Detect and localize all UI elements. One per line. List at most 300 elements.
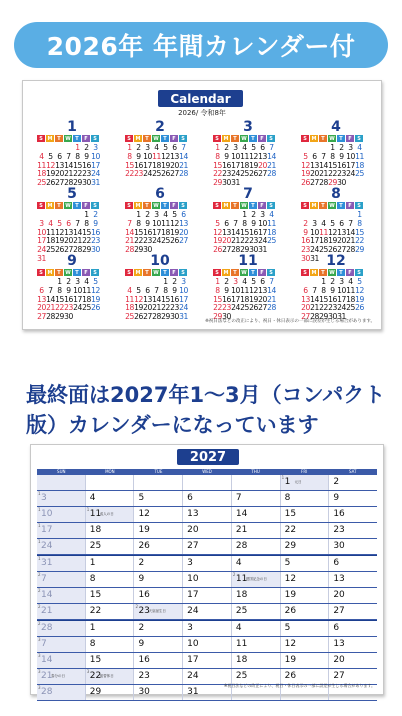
day-number: 18 [89,525,102,535]
day-cell [37,491,86,506]
weekday-badge: T [55,135,63,142]
day-cell: 24 [179,303,188,313]
day-cell: 5 [48,151,53,161]
day-cell: 22 [355,236,364,246]
day-cell: 11 [161,218,170,228]
day-cell: 30 [64,312,73,322]
day-cell: 16 [301,236,310,246]
day-cell [183,523,232,538]
month-number: 12 [326,253,346,269]
day-number: 17 [187,655,199,665]
weekday-badge: S [213,135,221,142]
weekday-badge: S [267,269,275,276]
day-cell: 13 [222,227,231,237]
holiday-name: 振替休日 [99,674,114,678]
day-cell: 30 [222,178,231,188]
weekday-badge: F [170,269,178,276]
day-cell: 4 [242,277,247,286]
day-cell: 1 [330,143,335,152]
day-cell: 18 [355,160,364,170]
day-cell: 23 [170,303,179,313]
day-cell: 27 [258,169,267,179]
day-cell: 24 [231,169,240,179]
day-cell: 24 [73,303,82,313]
day-cell: 22 [73,169,82,179]
day-number: 13 [333,574,345,584]
day-number: 16 [138,590,150,600]
day-cell: 20 [258,294,267,304]
day-cell [37,507,86,522]
day-cell: 24 [143,169,152,179]
day-cell [37,653,86,668]
day-cell: 24 [337,303,346,313]
day-cell: 30 [143,245,152,255]
month-marker: 2 [38,588,41,593]
day-number: 30 [333,541,345,551]
day-number: 27 [333,671,345,681]
day-cell: 23 [249,236,258,246]
weekday-badge: S [267,135,275,142]
day-cell: 1 [357,210,362,219]
day-cell: 31 [179,312,188,322]
day-cell: 24 [258,236,267,246]
day-cell: 14 [319,160,328,170]
day-cell: 15 [73,160,82,170]
day-cell: 12 [170,218,179,228]
day-cell: 7 [312,285,317,295]
day-cell: 29 [213,178,222,188]
day-cell: 2 [303,218,308,228]
day-cell: 22 [125,169,134,179]
day-cell: 3 [260,210,265,219]
day-cell [232,621,281,636]
day-number: 11 [89,509,102,519]
day-cell: 18 [161,227,170,237]
day-cell [37,637,86,652]
day-cell: 14 [310,294,319,304]
weekday-badge: M [135,202,141,209]
day-number: 7 [41,574,47,584]
day-cell: 17 [152,227,161,237]
day-cell: 8 [163,285,168,295]
day-cell: 11 [240,285,249,295]
day-cell: 11 [355,151,364,161]
day-number: 7 [41,639,47,649]
day-cell: 28 [152,312,161,322]
day-cell: 20 [37,303,46,313]
weekday-badge: T [143,269,151,276]
month-marker: 1 [38,507,41,512]
day-number: 25 [235,606,248,616]
day-cell [134,604,183,619]
day-cell [37,539,86,554]
day-number: 8 [89,574,96,584]
day-cell: 6 [57,151,62,161]
day-cell: 6 [145,285,150,295]
day-cell [281,588,330,603]
day-cell: 1 [215,277,220,286]
day-cell: 28 [319,178,328,188]
month-number: 2 [155,119,165,135]
day-cell: 28 [64,178,73,188]
weekday-badge: W [329,135,335,142]
day-cell: 9 [224,151,229,161]
day-cell [37,669,86,684]
day-cell: 20 [170,160,179,170]
day-cell: 6 [39,285,44,295]
day-cell [86,572,135,587]
day-cell: 17 [231,160,240,170]
day-number: 18 [235,655,248,665]
day-number: 4 [235,558,242,568]
weekday-badge: S [179,269,187,276]
month-marker: 2 [38,604,41,609]
day-cell [37,523,86,538]
holiday-name: 成人の日 [99,512,114,516]
day-cell: 25 [267,236,276,246]
weekday-badge: M [223,269,229,276]
day-cell [86,491,135,506]
day-cell: 1 [84,210,89,219]
weekday-badge: T [249,202,257,209]
day-cell [329,669,377,684]
weekday-badge: S [301,135,309,142]
day-cell [281,556,330,571]
day-cell: 23 [222,303,231,313]
day-cell: 31 [231,178,240,188]
day-cell [134,523,183,538]
day-cell: 4 [269,210,274,219]
day-cell: 15 [125,160,134,170]
day-number: 1 [284,477,291,487]
weekday-badge: S [91,135,99,142]
day-cell: 2 [339,143,344,152]
day-cell: 1 [75,143,80,152]
day-number: 2 [138,558,145,568]
day-number: 20 [187,525,199,535]
day-cell: 7 [48,285,53,295]
calendar-label: Calendar [158,90,243,107]
day-cell: 30 [249,245,258,255]
week-row [37,539,377,555]
day-number: 6 [333,558,340,568]
day-cell [281,491,330,506]
day-cell: 11 [346,285,355,295]
day-cell [183,572,232,587]
day-cell: 29 [161,312,170,322]
month-12 [301,253,371,322]
day-number: 23 [138,671,150,681]
week-row [37,637,377,653]
month-number: 5 [67,186,77,202]
day-cell: 7 [348,218,353,228]
weekday-badge: F [258,135,266,142]
day-cell [86,653,135,668]
day-cell: 24 [152,236,161,246]
day-cell [134,653,183,668]
day-number: 16 [138,655,150,665]
day-cell: 26 [301,178,310,188]
day-cell: 23 [143,236,152,246]
weekday-badge: S [355,202,363,209]
day-cell: 15 [213,160,222,170]
day-cell: 4 [154,143,159,152]
day-cell: 9 [66,285,71,295]
day-cell: 2 [145,210,150,219]
day-cell: 27 [55,178,64,188]
weekday-badge: S [355,135,363,142]
day-cell: 21 [346,236,355,246]
day-cell: 28 [267,169,276,179]
day-cell: 14 [125,227,134,237]
day-cell: 26 [134,312,143,322]
weekday-badge: S [125,135,133,142]
month-marker: 3 [38,669,41,674]
day-cell: 1 [57,277,62,286]
day-number: 9 [333,493,340,503]
month-marker: 1 [86,507,90,512]
weekday-badge: S [37,135,45,142]
weekday-badge: W [65,202,71,209]
day-cell: 13 [301,294,310,304]
day-cell: 6 [312,151,317,161]
day-cell [37,588,86,603]
day-cell: 24 [37,245,46,255]
day-number: 26 [138,541,150,551]
day-cell: 29 [240,245,249,255]
day-cell [183,669,232,684]
day-cell: 6 [181,210,186,219]
day-cell: 13 [310,160,319,170]
day-cell: 3 [145,143,150,152]
day-cell: 7 [75,218,80,228]
weekday-row [37,135,107,143]
day-cell: 29 [213,312,222,322]
weekday-header-cell: SAT [349,469,357,474]
weekday-badge: T [249,269,257,276]
month-9 [37,253,107,322]
day-cell: 7 [269,277,274,286]
weekday-badge: M [311,135,317,142]
day-cell: 28 [346,245,355,255]
day-cell: 5 [330,218,335,228]
day-cell [134,507,183,522]
day-cell: 9 [224,285,229,295]
weekday-badge: T [161,269,169,276]
day-cell [329,507,377,522]
month-number: 11 [238,253,258,269]
day-cell: 8 [242,218,247,228]
day-cell [232,653,281,668]
holiday-note-2027: ※祝日法などの改正により、祝日・休日表示の一部に誤差が生じる場合があります。 [223,683,375,688]
day-cell: 12 [134,294,143,304]
day-cell [86,604,135,619]
day-number: 30 [138,687,150,697]
day-cell: 9 [251,218,256,228]
week-row [37,620,377,637]
day-cell: 20 [258,160,267,170]
day-cell: 7 [181,143,186,152]
day-cell: 23 [337,169,346,179]
weekday-badge: T [161,202,169,209]
day-cell: 21 [125,236,134,246]
day-cell: 9 [303,227,308,237]
day-cell: 6 [260,277,265,286]
day-cell: 15 [328,160,337,170]
day-cell: 4 [163,210,168,219]
day-number: 18 [235,590,248,600]
day-number: 24 [187,671,199,681]
weekday-badge: M [311,202,317,209]
day-cell: 23 [64,303,73,313]
month-marker: 3 [86,669,90,674]
day-cell: 15 [355,227,364,237]
day-number: 17 [187,590,199,600]
weekday-badge: M [311,269,317,276]
weekday-badge: S [179,202,187,209]
day-cell: 23 [222,169,231,179]
day-number: 21 [41,606,53,616]
day-number: 12 [284,639,297,649]
month-number: 3 [243,119,253,135]
day-number: 3 [187,623,193,633]
day-number: 28 [235,541,248,551]
year-2027-label: 2027 [177,449,239,465]
week-row [37,572,377,588]
month-2 [125,119,195,179]
day-cell: 11 [37,160,46,170]
calendar-year-subtitle: 2026/ 令和8年 [178,109,226,117]
day-cell: 16 [82,160,91,170]
day-cell: 10 [179,285,188,295]
day-cell [281,475,330,490]
day-cell: 14 [179,151,188,161]
month-marker: 3 [38,653,41,658]
day-cell: 25 [37,178,46,188]
weekday-header-cell: MON [105,469,115,474]
day-cell: 12 [301,160,310,170]
day-number: 27 [333,606,345,616]
day-cell: 19 [46,169,55,179]
day-number: 9 [138,574,145,584]
day-cell: 16 [170,294,179,304]
weekday-badge: S [355,269,363,276]
month-marker: 2 [232,572,236,577]
day-cell: 31 [91,178,100,188]
weekday-badge: W [153,202,159,209]
weekday-badge: T [73,202,81,209]
day-cell: 21 [73,236,82,246]
weekday-row [301,202,371,210]
day-cell [281,637,330,652]
day-cell: 20 [55,169,64,179]
weekday-badge: W [241,135,247,142]
day-cell: 16 [249,227,258,237]
weekday-row [301,269,371,277]
day-cell [232,507,281,522]
weekday-badge: T [337,135,345,142]
day-number: 1 [89,623,96,633]
day-cell: 14 [267,285,276,295]
month-number: 1 [67,119,77,135]
day-cell: 2 [330,277,335,286]
day-cell: 21 [231,236,240,246]
day-cell [183,539,232,554]
day-cell: 19 [134,303,143,313]
day-cell: 28 [231,245,240,255]
day-cell [91,313,100,322]
day-cell: 19 [249,160,258,170]
day-cell [37,621,86,636]
day-number: 13 [333,639,345,649]
day-cell [134,475,183,490]
day-cell: 26 [249,303,258,313]
day-cell: 26 [249,169,258,179]
week-row [37,604,377,620]
day-cell: 9 [136,151,141,161]
day-cell: 27 [258,303,267,313]
day-cell: 26 [91,303,100,313]
day-cell: 26 [328,245,337,255]
day-cell: 15 [161,294,170,304]
day-cell: 26 [55,245,64,255]
day-cell: 8 [357,218,362,228]
day-cell: 16 [222,160,231,170]
day-cell: 4 [84,277,89,286]
day-cell: 19 [91,294,100,304]
day-cell: 18 [125,303,134,313]
day-cell: 15 [134,227,143,237]
day-cell: 23 [82,169,91,179]
day-cell: 18 [346,294,355,304]
day-cell: 4 [357,143,362,152]
day-cell: 5 [57,218,62,228]
day-cell: 9 [339,151,344,161]
day-cell: 12 [249,285,258,295]
day-cell [329,491,377,506]
weekday-badge: T [337,202,345,209]
month-4 [301,119,371,188]
day-cell: 27 [143,312,152,322]
month-number: 10 [150,253,170,269]
day-cell: 8 [215,151,220,161]
weekday-badge: T [55,269,63,276]
day-number: 20 [333,655,345,665]
day-cell: 17 [310,236,319,246]
day-cell: 6 [339,218,344,228]
day-cell [183,621,232,636]
day-cell: 17 [91,160,100,170]
day-cell: 5 [163,143,168,152]
day-cell: 18 [267,227,276,237]
month-marker: 2 [38,572,41,577]
day-cell [86,475,135,490]
day-cell [329,572,377,587]
day-number: 10 [41,509,53,519]
day-cell: 30 [301,253,310,263]
day-number: 26 [284,671,297,681]
weekday-badge: F [258,269,266,276]
month-3 [213,119,283,188]
weekday-badge: F [258,202,266,209]
holiday-name: 天皇誕生日 [148,609,166,613]
day-cell: 28 [310,312,319,322]
weekday-badge: W [241,202,247,209]
weekday-badge: T [143,135,151,142]
day-cell [183,637,232,652]
day-cell: 21 [46,303,55,313]
day-cell [86,556,135,571]
